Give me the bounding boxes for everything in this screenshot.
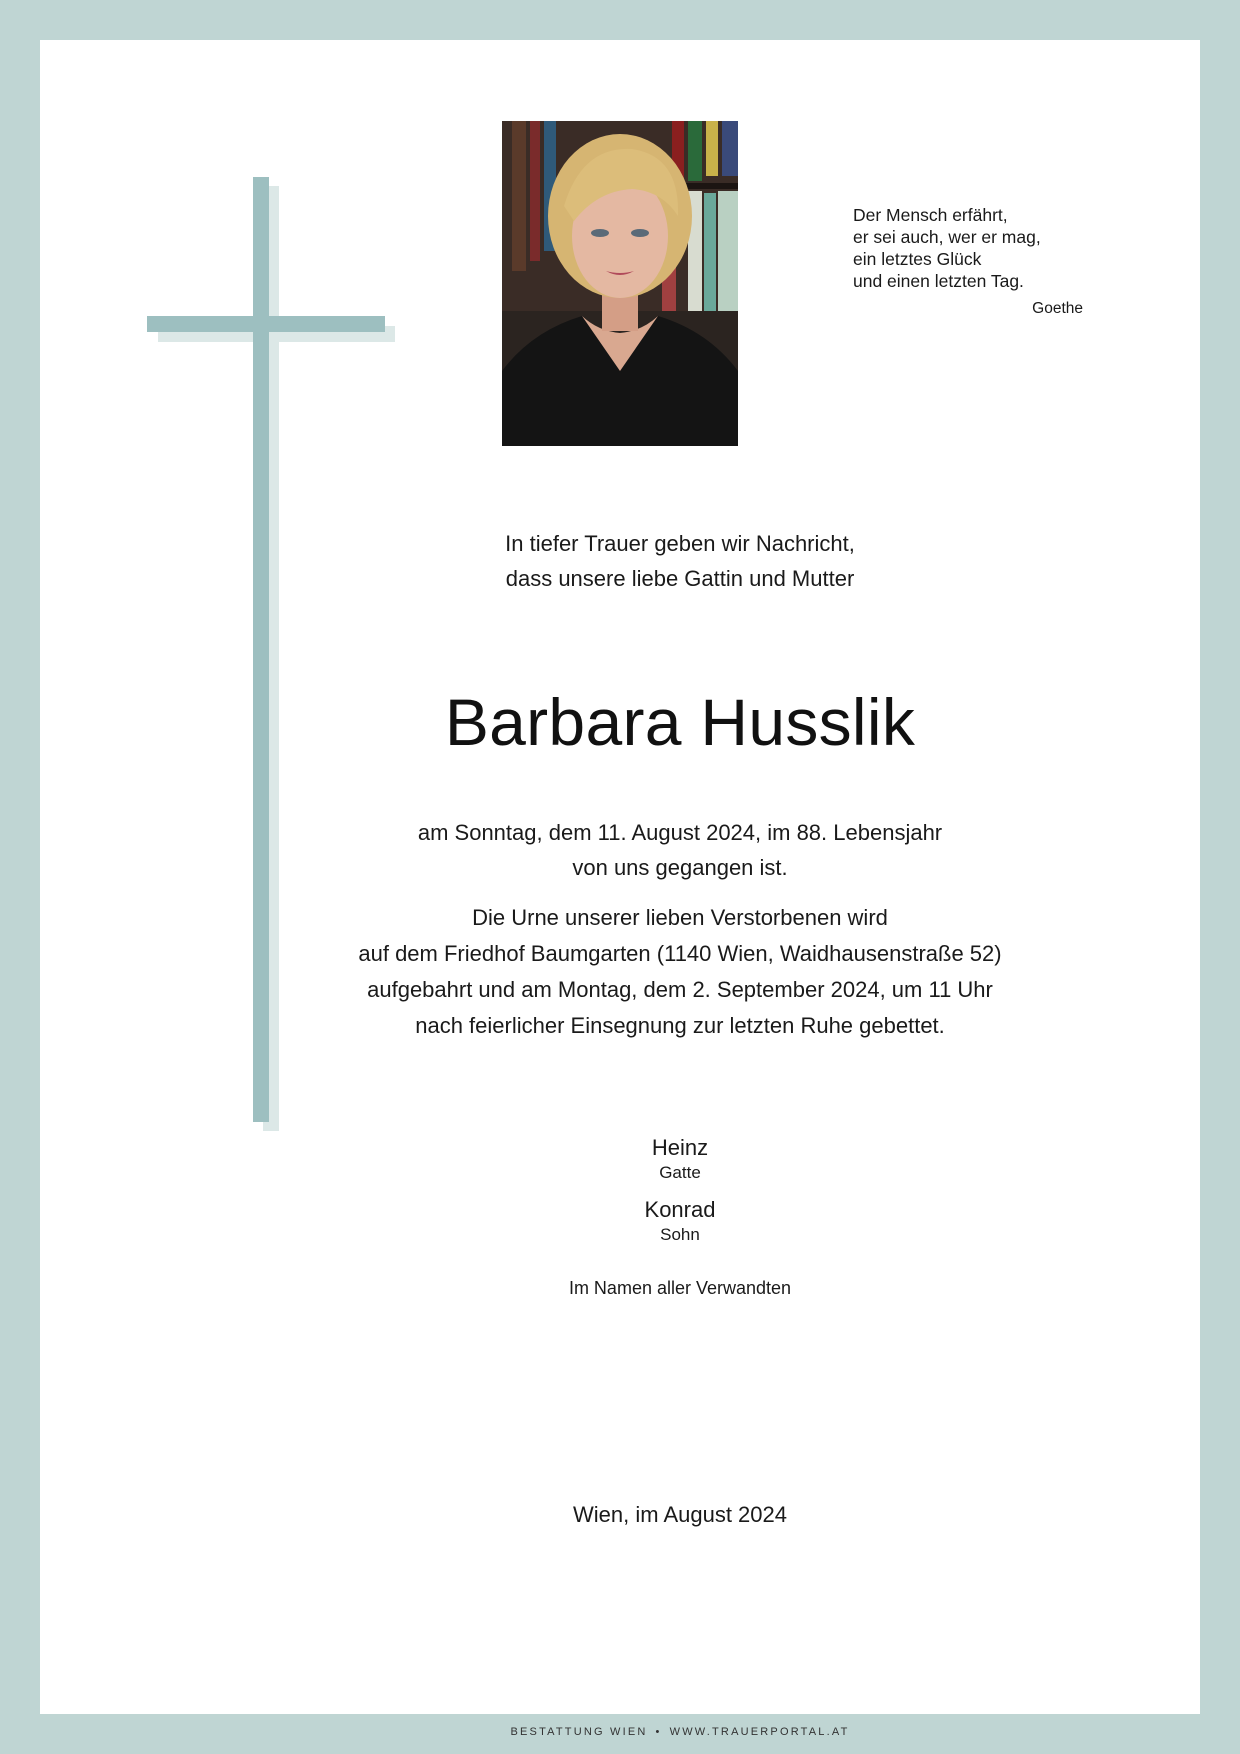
quote-author: Goethe (1032, 300, 1083, 317)
quote-line: Der Mensch erfährt, (853, 205, 1008, 225)
footer (320, 1726, 1040, 1738)
footer-company: BESTATTUNG WIEN (510, 1726, 648, 1738)
funeral-info (320, 900, 1040, 1044)
family-member-name: Heinz (651, 1135, 709, 1160)
footer-separator: • (655, 1726, 662, 1738)
family-list (320, 1134, 1040, 1258)
obituary-card (40, 40, 1200, 1738)
relatives-note: Im Namen aller Verwandten (568, 1278, 792, 1298)
death-info (320, 815, 1040, 885)
quote-line: und einen letzten Tag. (853, 271, 1024, 291)
cross-horizontal-beam (147, 316, 385, 332)
family-member-name: Konrad (644, 1197, 716, 1222)
intro-line: In tiefer Trauer geben wir Nachricht, (505, 531, 855, 556)
funeral-info-line: nach feierlicher Einsegnung zur letzten Ruhe gebettet. (415, 1013, 945, 1038)
portrait-photo (502, 121, 738, 446)
funeral-info-line: aufgebahrt und am Montag, dem 2. September 2024, um 11 Uhr (367, 977, 993, 1002)
death-info-line: von uns gegangen ist. (572, 855, 788, 880)
deceased-name: Barbara Husslik (444, 685, 916, 759)
funeral-info-line: Die Urne unserer lieben Verstorbenen wird (472, 905, 888, 930)
place-date: Wien, im August 2024 (572, 1502, 787, 1527)
intro-text (320, 526, 1040, 596)
quote-block (853, 204, 1083, 320)
funeral-info-line: auf dem Friedhof Baumgarten (1140 Wien, Waidhausenstraße 52) (358, 941, 1002, 966)
quote-line: ein letztes Glück (853, 249, 982, 269)
intro-line: dass unsere liebe Gattin und Mutter (505, 566, 855, 591)
family-member-role: Sohn (660, 1225, 700, 1244)
footer-website: WWW.TRAUERPORTAL.AT (669, 1726, 850, 1738)
quote-line: er sei auch, wer er mag, (853, 227, 1041, 247)
family-member-role: Gatte (659, 1163, 701, 1182)
death-info-line: am Sonntag, dem 11. August 2024, im 88. Lebensjahr (417, 820, 943, 845)
